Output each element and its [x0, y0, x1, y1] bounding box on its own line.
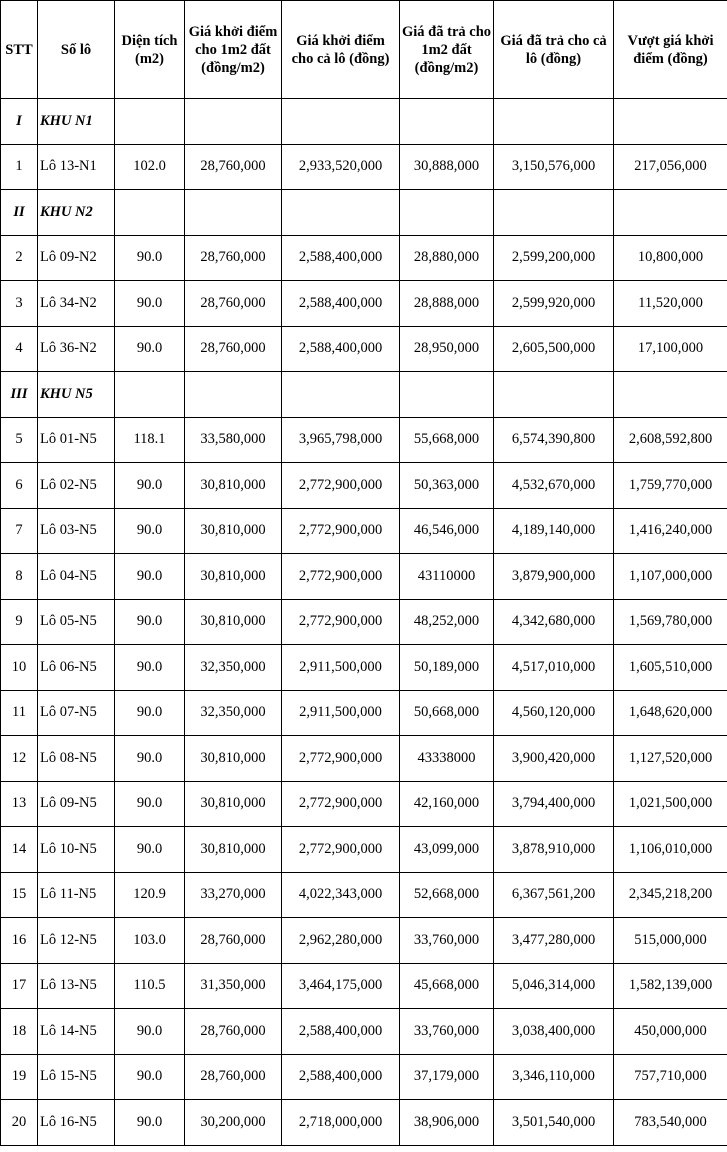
header-row [1, 1, 727, 99]
cell-paid-price-total: 3,346,110,000 [494, 1054, 614, 1100]
cell-start-price-total: 2,962,280,000 [282, 918, 400, 964]
cell-stt: 7 [1, 508, 38, 554]
cell-over-start-price: 515,000,000 [614, 918, 727, 964]
empty-cell [494, 99, 614, 145]
cell-area: 90.0 [115, 326, 185, 372]
cell-stt: 13 [1, 781, 38, 827]
cell-over-start-price: 17,100,000 [614, 326, 727, 372]
cell-paid-price-total: 4,342,680,000 [494, 599, 614, 645]
cell-area: 90.0 [115, 599, 185, 645]
cell-start-price-m2: 31,350,000 [185, 963, 282, 1009]
table-row [1, 1009, 727, 1055]
table-row [1, 235, 727, 281]
cell-paid-price-m2: 43,099,000 [400, 827, 494, 873]
section-title: KHU N5 [38, 372, 115, 418]
empty-cell [400, 372, 494, 418]
cell-paid-price-m2: 50,363,000 [400, 463, 494, 509]
cell-start-price-total: 2,772,900,000 [282, 508, 400, 554]
header-stt: STT [1, 1, 38, 99]
cell-area: 90.0 [115, 1009, 185, 1055]
cell-start-price-m2: 33,580,000 [185, 417, 282, 463]
cell-over-start-price: 783,540,000 [614, 1100, 727, 1146]
cell-start-price-m2: 30,810,000 [185, 736, 282, 782]
cell-paid-price-m2: 28,880,000 [400, 235, 494, 281]
cell-over-start-price: 11,520,000 [614, 281, 727, 327]
cell-start-price-total: 3,464,175,000 [282, 963, 400, 1009]
cell-over-start-price: 2,345,218,200 [614, 872, 727, 918]
cell-lot: Lô 05-N5 [38, 599, 115, 645]
cell-start-price-total: 3,965,798,000 [282, 417, 400, 463]
section-title: KHU N2 [38, 190, 115, 236]
empty-cell [185, 99, 282, 145]
cell-area: 90.0 [115, 554, 185, 600]
cell-paid-price-total: 3,878,910,000 [494, 827, 614, 873]
section-row [1, 99, 727, 145]
cell-paid-price-total: 3,900,420,000 [494, 736, 614, 782]
table-row [1, 781, 727, 827]
cell-start-price-total: 2,772,900,000 [282, 781, 400, 827]
cell-start-price-m2: 30,810,000 [185, 781, 282, 827]
cell-start-price-total: 2,772,900,000 [282, 463, 400, 509]
cell-paid-price-total: 2,599,920,000 [494, 281, 614, 327]
cell-area: 102.0 [115, 144, 185, 190]
cell-paid-price-m2: 42,160,000 [400, 781, 494, 827]
cell-paid-price-m2: 50,189,000 [400, 645, 494, 691]
table-row [1, 144, 727, 190]
empty-cell [185, 190, 282, 236]
empty-cell [614, 190, 727, 236]
table-row [1, 872, 727, 918]
cell-over-start-price: 1,569,780,000 [614, 599, 727, 645]
cell-paid-price-m2: 28,950,000 [400, 326, 494, 372]
header-start-price-total: Giá khởi điểm cho cả lô (đồng) [282, 1, 400, 99]
cell-over-start-price: 1,648,620,000 [614, 690, 727, 736]
header-lot: Số lô [38, 1, 115, 99]
cell-paid-price-total: 2,599,200,000 [494, 235, 614, 281]
cell-lot: Lô 12-N5 [38, 918, 115, 964]
cell-start-price-m2: 30,810,000 [185, 554, 282, 600]
cell-paid-price-total: 4,189,140,000 [494, 508, 614, 554]
cell-start-price-m2: 28,760,000 [185, 281, 282, 327]
cell-paid-price-m2: 30,888,000 [400, 144, 494, 190]
cell-paid-price-m2: 33,760,000 [400, 1009, 494, 1055]
empty-cell [282, 190, 400, 236]
cell-lot: Lô 36-N2 [38, 326, 115, 372]
cell-paid-price-m2: 43338000 [400, 736, 494, 782]
cell-stt: 11 [1, 690, 38, 736]
section-number: II [1, 190, 38, 236]
cell-start-price-total: 2,911,500,000 [282, 645, 400, 691]
cell-stt: 6 [1, 463, 38, 509]
cell-stt: 10 [1, 645, 38, 691]
cell-lot: Lô 13-N1 [38, 144, 115, 190]
cell-area: 90.0 [115, 508, 185, 554]
cell-area: 90.0 [115, 690, 185, 736]
empty-cell [614, 372, 727, 418]
cell-lot: Lô 09-N5 [38, 781, 115, 827]
cell-start-price-m2: 28,760,000 [185, 1009, 282, 1055]
cell-start-price-m2: 32,350,000 [185, 645, 282, 691]
cell-over-start-price: 1,127,520,000 [614, 736, 727, 782]
section-title: KHU N1 [38, 99, 115, 145]
table-row [1, 645, 727, 691]
cell-start-price-m2: 28,760,000 [185, 1054, 282, 1100]
cell-paid-price-m2: 55,668,000 [400, 417, 494, 463]
cell-start-price-total: 2,772,900,000 [282, 554, 400, 600]
table-row [1, 554, 727, 600]
cell-area: 90.0 [115, 1054, 185, 1100]
cell-paid-price-m2: 33,760,000 [400, 918, 494, 964]
cell-stt: 2 [1, 235, 38, 281]
cell-stt: 15 [1, 872, 38, 918]
cell-over-start-price: 1,759,770,000 [614, 463, 727, 509]
cell-over-start-price: 450,000,000 [614, 1009, 727, 1055]
empty-cell [494, 372, 614, 418]
section-row [1, 372, 727, 418]
cell-start-price-m2: 28,760,000 [185, 144, 282, 190]
cell-over-start-price: 217,056,000 [614, 144, 727, 190]
cell-lot: Lô 15-N5 [38, 1054, 115, 1100]
cell-over-start-price: 1,106,010,000 [614, 827, 727, 873]
cell-over-start-price: 10,800,000 [614, 235, 727, 281]
header-paid-price-total: Giá đã trả cho cả lô (đồng) [494, 1, 614, 99]
cell-paid-price-total: 3,477,280,000 [494, 918, 614, 964]
table-row [1, 326, 727, 372]
header-over-start-price: Vượt giá khởi điểm (đồng) [614, 1, 727, 99]
cell-start-price-total: 2,588,400,000 [282, 326, 400, 372]
cell-area: 90.0 [115, 463, 185, 509]
table-row [1, 508, 727, 554]
cell-over-start-price: 1,107,000,000 [614, 554, 727, 600]
cell-lot: Lô 06-N5 [38, 645, 115, 691]
empty-cell [494, 190, 614, 236]
table-row [1, 963, 727, 1009]
cell-start-price-m2: 30,810,000 [185, 508, 282, 554]
cell-stt: 17 [1, 963, 38, 1009]
cell-start-price-total: 2,933,520,000 [282, 144, 400, 190]
empty-cell [400, 99, 494, 145]
cell-paid-price-total: 2,605,500,000 [494, 326, 614, 372]
table-row [1, 918, 727, 964]
cell-area: 90.0 [115, 645, 185, 691]
empty-cell [400, 190, 494, 236]
table-row [1, 736, 727, 782]
cell-paid-price-total: 3,794,400,000 [494, 781, 614, 827]
cell-lot: Lô 13-N5 [38, 963, 115, 1009]
cell-stt: 18 [1, 1009, 38, 1055]
cell-paid-price-total: 4,517,010,000 [494, 645, 614, 691]
table-row [1, 1100, 727, 1146]
cell-start-price-m2: 30,200,000 [185, 1100, 282, 1146]
cell-start-price-m2: 30,810,000 [185, 599, 282, 645]
cell-paid-price-m2: 37,179,000 [400, 1054, 494, 1100]
cell-area: 90.0 [115, 1100, 185, 1146]
header-area: Diện tích (m2) [115, 1, 185, 99]
header-paid-price-m2: Giá đã trả cho 1m2 đất (đồng/m2) [400, 1, 494, 99]
cell-paid-price-total: 3,879,900,000 [494, 554, 614, 600]
cell-lot: Lô 14-N5 [38, 1009, 115, 1055]
table-body [1, 99, 727, 1146]
cell-area: 90.0 [115, 827, 185, 873]
cell-over-start-price: 1,021,500,000 [614, 781, 727, 827]
cell-lot: Lô 03-N5 [38, 508, 115, 554]
empty-cell [614, 99, 727, 145]
cell-paid-price-m2: 46,546,000 [400, 508, 494, 554]
cell-stt: 12 [1, 736, 38, 782]
cell-start-price-m2: 30,810,000 [185, 463, 282, 509]
cell-start-price-m2: 30,810,000 [185, 827, 282, 873]
header-start-price-m2: Giá khởi điểm cho 1m2 đất (đồng/m2) [185, 1, 282, 99]
table-row [1, 281, 727, 327]
empty-cell [282, 372, 400, 418]
cell-lot: Lô 16-N5 [38, 1100, 115, 1146]
cell-start-price-total: 2,772,900,000 [282, 827, 400, 873]
cell-lot: Lô 09-N2 [38, 235, 115, 281]
table-row [1, 599, 727, 645]
cell-paid-price-total: 6,367,561,200 [494, 872, 614, 918]
cell-start-price-m2: 28,760,000 [185, 326, 282, 372]
section-number: III [1, 372, 38, 418]
cell-area: 90.0 [115, 736, 185, 782]
cell-paid-price-total: 3,150,576,000 [494, 144, 614, 190]
section-number: I [1, 99, 38, 145]
cell-paid-price-m2: 28,888,000 [400, 281, 494, 327]
cell-start-price-total: 2,588,400,000 [282, 281, 400, 327]
cell-stt: 5 [1, 417, 38, 463]
cell-start-price-total: 2,588,400,000 [282, 1054, 400, 1100]
cell-lot: Lô 08-N5 [38, 736, 115, 782]
cell-start-price-total: 4,022,343,000 [282, 872, 400, 918]
cell-start-price-total: 2,588,400,000 [282, 1009, 400, 1055]
cell-start-price-m2: 28,760,000 [185, 918, 282, 964]
cell-lot: Lô 11-N5 [38, 872, 115, 918]
cell-paid-price-m2: 38,906,000 [400, 1100, 494, 1146]
cell-over-start-price: 757,710,000 [614, 1054, 727, 1100]
cell-over-start-price: 1,582,139,000 [614, 963, 727, 1009]
cell-paid-price-m2: 50,668,000 [400, 690, 494, 736]
cell-paid-price-m2: 45,668,000 [400, 963, 494, 1009]
cell-stt: 8 [1, 554, 38, 600]
cell-area: 110.5 [115, 963, 185, 1009]
section-row [1, 190, 727, 236]
table-row [1, 1054, 727, 1100]
table-row [1, 463, 727, 509]
cell-over-start-price: 2,608,592,800 [614, 417, 727, 463]
table-header [1, 1, 727, 99]
cell-area: 90.0 [115, 781, 185, 827]
empty-cell [115, 372, 185, 418]
cell-lot: Lô 01-N5 [38, 417, 115, 463]
cell-lot: Lô 07-N5 [38, 690, 115, 736]
cell-start-price-total: 2,911,500,000 [282, 690, 400, 736]
cell-stt: 19 [1, 1054, 38, 1100]
cell-paid-price-total: 3,501,540,000 [494, 1100, 614, 1146]
cell-start-price-total: 2,588,400,000 [282, 235, 400, 281]
table-row [1, 827, 727, 873]
cell-area: 90.0 [115, 281, 185, 327]
cell-stt: 3 [1, 281, 38, 327]
cell-over-start-price: 1,605,510,000 [614, 645, 727, 691]
cell-lot: Lô 10-N5 [38, 827, 115, 873]
table-row [1, 690, 727, 736]
cell-area: 118.1 [115, 417, 185, 463]
cell-lot: Lô 02-N5 [38, 463, 115, 509]
cell-area: 120.9 [115, 872, 185, 918]
cell-stt: 16 [1, 918, 38, 964]
cell-area: 90.0 [115, 235, 185, 281]
cell-lot: Lô 04-N5 [38, 554, 115, 600]
cell-start-price-m2: 33,270,000 [185, 872, 282, 918]
empty-cell [115, 190, 185, 236]
cell-paid-price-total: 4,532,670,000 [494, 463, 614, 509]
cell-paid-price-m2: 48,252,000 [400, 599, 494, 645]
cell-stt: 14 [1, 827, 38, 873]
cell-paid-price-m2: 52,668,000 [400, 872, 494, 918]
cell-stt: 4 [1, 326, 38, 372]
empty-cell [282, 99, 400, 145]
cell-stt: 1 [1, 144, 38, 190]
empty-cell [115, 99, 185, 145]
cell-stt: 9 [1, 599, 38, 645]
cell-stt: 20 [1, 1100, 38, 1146]
cell-lot: Lô 34-N2 [38, 281, 115, 327]
cell-start-price-total: 2,772,900,000 [282, 599, 400, 645]
table-row [1, 417, 727, 463]
cell-start-price-total: 2,772,900,000 [282, 736, 400, 782]
cell-start-price-m2: 32,350,000 [185, 690, 282, 736]
cell-start-price-total: 2,718,000,000 [282, 1100, 400, 1146]
cell-area: 103.0 [115, 918, 185, 964]
cell-start-price-m2: 28,760,000 [185, 235, 282, 281]
cell-paid-price-total: 5,046,314,000 [494, 963, 614, 1009]
empty-cell [185, 372, 282, 418]
cell-paid-price-total: 3,038,400,000 [494, 1009, 614, 1055]
cell-paid-price-m2: 43110000 [400, 554, 494, 600]
cell-paid-price-total: 6,574,390,800 [494, 417, 614, 463]
cell-paid-price-total: 4,560,120,000 [494, 690, 614, 736]
cell-over-start-price: 1,416,240,000 [614, 508, 727, 554]
